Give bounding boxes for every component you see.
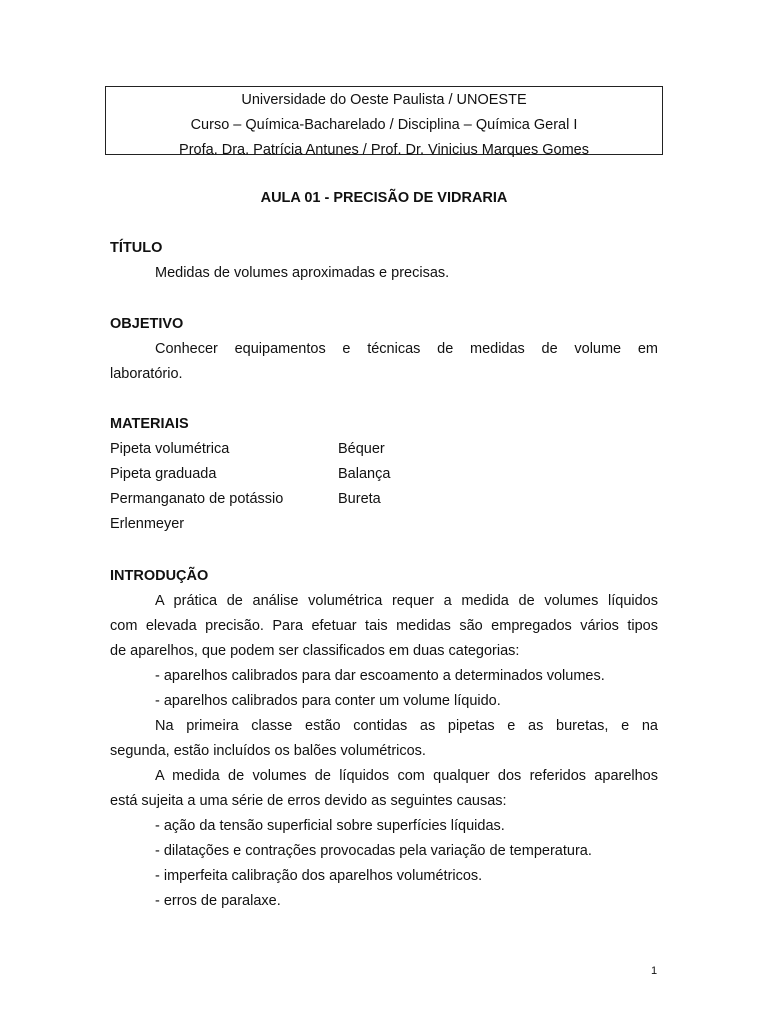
section-objetivo bbox=[110, 312, 658, 387]
material-item: Béquer bbox=[338, 441, 385, 457]
error-cause-item: - erros de paralaxe. bbox=[155, 893, 281, 909]
material-item: Pipeta volumétrica bbox=[110, 441, 230, 457]
titulo-heading: TÍTULO bbox=[110, 240, 163, 256]
header-university: Universidade do Oeste Paulista / UNOESTE bbox=[241, 92, 527, 108]
material-item: Pipeta graduada bbox=[110, 466, 217, 482]
intro-paragraph-1-line-2: com elevada precisão. Para efetuar tais medidas são empregados vários tipos bbox=[110, 618, 658, 634]
intro-paragraph-1-line-1: A prática de análise volumétrica requer a medida de volumes líquidos bbox=[155, 593, 658, 609]
materials-row bbox=[110, 462, 658, 487]
objetivo-line-1: Conhecer equipamentos e técnicas de medidas de volume em bbox=[155, 341, 658, 357]
materials-row bbox=[110, 437, 658, 462]
error-cause-item: - dilatações e contrações provocadas pela variação de temperatura. bbox=[155, 843, 592, 859]
materiais-heading: MATERIAIS bbox=[110, 416, 189, 432]
section-titulo bbox=[110, 236, 658, 286]
material-item: Balança bbox=[338, 466, 391, 482]
intro-paragraph-3-line-1: A medida de volumes de líquidos com qualquer dos referidos aparelhos bbox=[155, 768, 658, 784]
error-cause-item: - ação da tensão superficial sobre superfícies líquidas. bbox=[155, 818, 505, 834]
material-item: Erlenmeyer bbox=[110, 516, 185, 532]
material-item: Permanganato de potássio bbox=[110, 491, 284, 507]
section-introducao bbox=[110, 564, 658, 914]
titulo-text: Medidas de volumes aproximadas e precisas. bbox=[155, 265, 450, 281]
intro-category-item-1: - aparelhos calibrados para dar escoamento a determinados volumes. bbox=[155, 668, 605, 684]
objetivo-heading: OBJETIVO bbox=[110, 316, 184, 332]
materials-row bbox=[110, 512, 658, 537]
header-course: Curso – Química-Bacharelado / Disciplina – Química Geral I bbox=[190, 117, 578, 133]
intro-paragraph-1-line-3: de aparelhos, que podem ser classificados em duas categorias: bbox=[110, 643, 520, 659]
objetivo-line-2: laboratório. bbox=[110, 366, 183, 382]
institution-header-box bbox=[105, 86, 663, 158]
intro-paragraph-2-line-1: Na primeira classe estão contidas as pipetas e as buretas, e na bbox=[155, 718, 658, 734]
intro-category-item-2: - aparelhos calibrados para conter um volume líquido. bbox=[155, 693, 501, 709]
material-item: Bureta bbox=[338, 491, 381, 507]
error-cause-item: - imperfeita calibração dos aparelhos volumétricos. bbox=[155, 868, 483, 884]
page-number: 1 bbox=[651, 965, 658, 977]
introducao-heading: INTRODUÇÃO bbox=[110, 568, 209, 584]
intro-paragraph-3-line-2: está sujeita a uma série de erros devido as seguintes causas: bbox=[110, 793, 507, 809]
header-professors: Profa. Dra. Patrícia Antunes / Prof. Dr. Vinicius Marques Gomes bbox=[179, 142, 589, 158]
section-materiais bbox=[110, 412, 658, 537]
materials-row bbox=[110, 487, 658, 512]
document-title: AULA 01 - PRECISÃO DE VIDRARIA bbox=[260, 190, 508, 206]
intro-paragraph-2-line-2: segunda, estão incluídos os balões volumétricos. bbox=[110, 743, 426, 759]
